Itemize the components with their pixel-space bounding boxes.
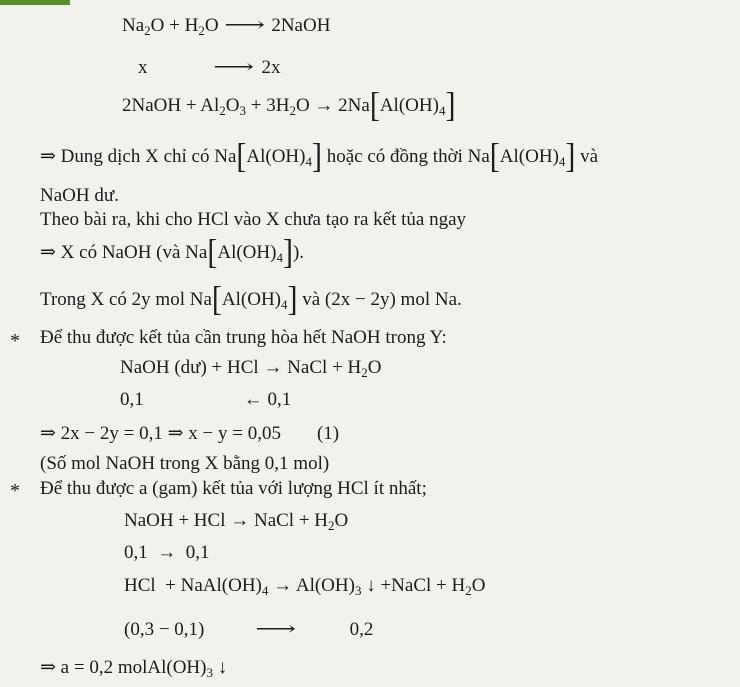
equation-mole-ratio-x: x ⟶ 2x (138, 57, 281, 78)
equation-naoh-al2o3: 2NaOH + $Al_2O_3 + 3H_2O \to 2Na[Al(OH)_4]$ (122, 86, 456, 125)
text-hcl-statement: Theo bài ra, khi cho HCl vào X chưa tạo ra kết tủa ngay (40, 209, 467, 230)
mole-values-3: (0,3 − 0,1) ⟶ 0,2 (124, 619, 374, 640)
conclusion-x-contains-naoh: ⇒ X có NaOH (và $Na[Al(OH)_4]$). (40, 233, 305, 272)
mole-values-2: 0,1 → 0,1 (124, 542, 210, 563)
equation-naoh-hcl-2: NaOH + HCl → NaCl + $H_2O$ (124, 510, 349, 533)
text-moles-in-x: Trong X có 2y mol $Na[Al(OH)_4]$ và (2x − 2y) mol Na. (40, 280, 462, 319)
bullet-star-1: * (10, 330, 20, 352)
conclusion-solution-x: ⇒ Dung dịch X chỉ có $Na[Al(OH)_4]$ hoặc có đồng thời $Na[Al(OH)_4]$ và (40, 137, 599, 176)
heading-min-hcl: Để thu được a (gam) kết tủa với lượng HCl ít nhất; (40, 478, 427, 499)
equation-hcl-naaloh4: HCl + $NaAl(OH)_4 \to Al(OH)_3$ ↓ +NaCl + $H_2O$ (124, 575, 486, 598)
heading-neutralize-naoh: Để thu được kết tủa cần trung hòa hết NaOH trong Y: (40, 327, 447, 348)
mole-values-1: 0,1 ← 0,1 (120, 389, 292, 410)
note-mol-naoh: (Số mol NaOH trong X bằng 0,1 mol) (40, 453, 330, 474)
equation-naoh-hcl-1: NaOH (dư) + HCl → NaCl + $H_2O$ (120, 357, 382, 380)
text-naoh-du: NaOH dư. (40, 185, 119, 206)
equation-na2o-h2o: $Na_2O + H_2O$ ⟶ 2NaOH (122, 15, 331, 38)
result-a-mol-aloh3: ⇒ a = 0,2 $molAl(OH)_3$ ↓ (40, 657, 228, 680)
top-accent-bar (0, 0, 70, 5)
bullet-star-2: * (10, 480, 20, 502)
equation-1-x-minus-y: ⇒ 2x − 2y = 0,1 ⇒ x − y = 0,05 (1) (40, 423, 340, 444)
